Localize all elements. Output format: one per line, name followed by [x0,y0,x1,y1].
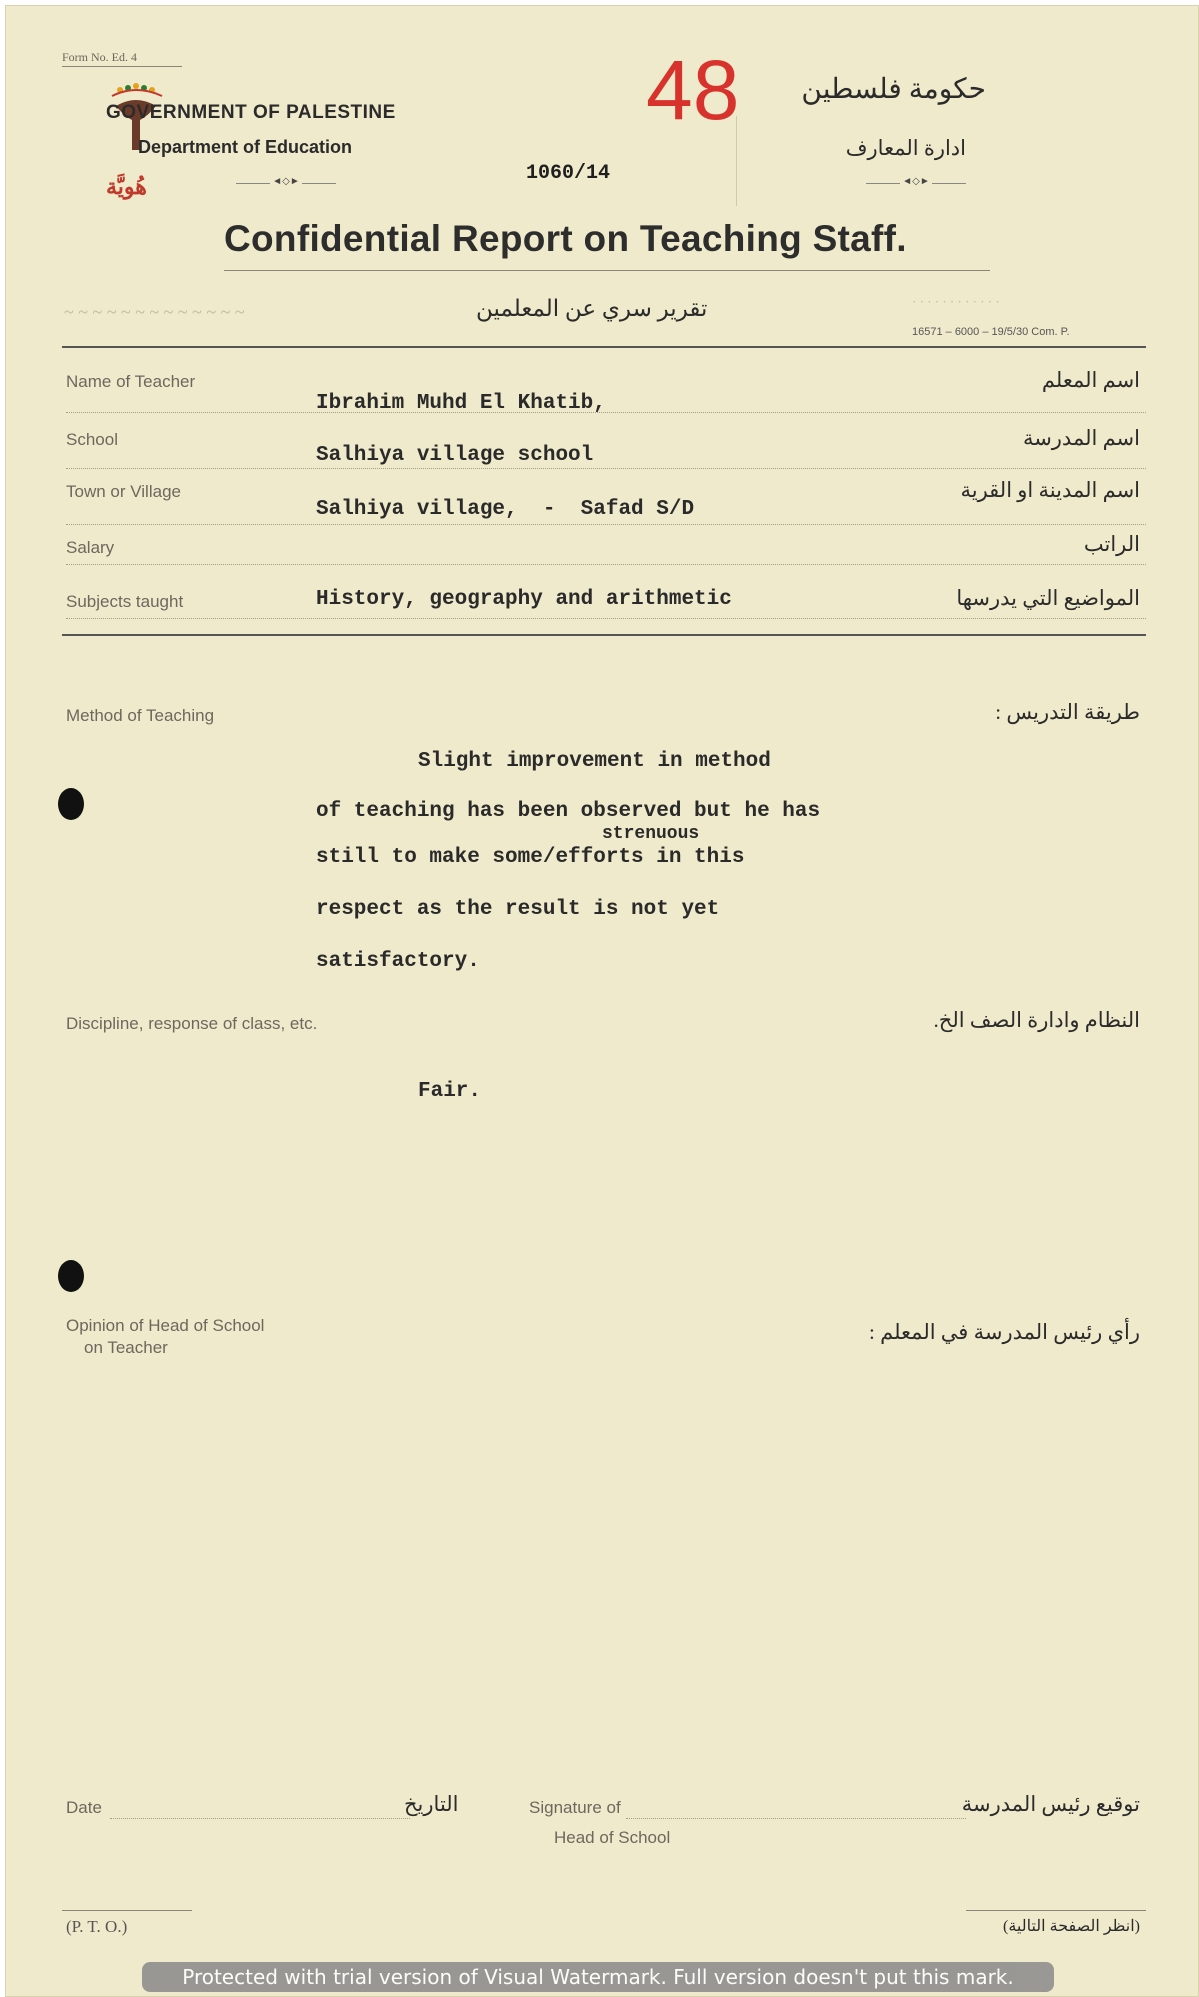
faded-show-through-text-right: · · · · · · · · · · · · [912,294,1000,309]
trial-watermark-banner: Protected with trial version of Visual Watermark. Full version doesn't put this mark. [142,1962,1054,1992]
label-date: Date [66,1798,102,1817]
field-dotted-line [66,564,1146,565]
label-opinion-head-of-school: Opinion of Head of School [66,1316,265,1335]
label-discipline-ar: النظام وادارة الصف الخ. [933,1008,1140,1032]
fields-bottom-rule [62,634,1146,636]
label-name-of-teacher: Name of Teacher [66,372,196,391]
form-number-rule [62,66,182,67]
method-line-5: satisfactory. [316,950,480,973]
label-name-of-teacher-ar: اسم المعلم [1041,368,1140,392]
faded-show-through-text: ~ ~ ~ ~ ~ ~ ~ ~ ~ ~ ~ ~ ~ [64,302,245,322]
ornament-divider-left: ◄◇► [236,176,336,187]
label-opinion-on-teacher: on Teacher [84,1338,168,1357]
logo-text: هُويَّة [106,174,147,199]
label-school: School [66,430,118,449]
signature-dotted-line [626,1818,966,1819]
value-school: Salhiya village school [316,444,594,467]
label-town-or-village: Town or Village [66,482,181,501]
form-number: Form No. Ed. 4 [62,50,137,64]
value-town-or-village: Salhiya village, - Safad S/D [316,498,695,521]
header-rule [62,346,1146,348]
punch-hole [58,1260,84,1292]
label-discipline: Discipline, response of class, etc. [66,1014,318,1033]
field-dotted-line [66,524,1146,525]
label-town-or-village-ar: اسم المدينة او القرية [960,478,1140,502]
print-code: 16571 – 6000 – 19/5/30 Com. P. [912,326,1070,338]
document-page [5,5,1199,1997]
method-line-3: still to make some/efforts in this [316,846,745,869]
label-signature-of: Signature of [529,1798,621,1817]
please-turn-over-ar: (انظر الصفحة التالية) [1002,1918,1140,1935]
field-dotted-line [66,468,1146,469]
label-method-of-teaching-ar: طريقة التدريس : [995,700,1140,724]
label-head-of-school: Head of School [554,1828,671,1847]
department-title-en: Department of Education [138,137,353,157]
label-school-ar: اسم المدرسة [1022,426,1140,450]
method-line-1: Slight improvement in method [418,750,771,773]
field-dotted-line [66,618,1146,619]
pto-ar-rule [966,1910,1146,1911]
label-opinion-ar: رأي رئيس المدرسة في المعلم : [869,1320,1140,1344]
fold-mark [736,116,737,206]
government-title-en: GOVERNMENT OF PALESTINE [106,102,396,123]
field-dotted-line [66,412,1146,413]
label-signature-ar: توقيع رئيس المدرسة [961,1792,1140,1816]
government-title-ar: حكومة فلسطين [801,74,986,105]
label-method-of-teaching: Method of Teaching [66,706,215,725]
report-title-ar: تقرير سري عن المعلمين [476,296,708,321]
label-subjects-taught-ar: المواضيع التي يدرسها [956,586,1140,610]
value-discipline: Fair. [418,1080,482,1103]
label-salary-ar: الراتب [1083,532,1140,556]
department-title-ar: ادارة المعارف [845,136,966,160]
label-date-ar: التاريخ [404,1792,459,1816]
please-turn-over: (P. T. O.) [66,1917,128,1936]
handwritten-number: 48 [646,43,740,137]
date-dotted-line [110,1818,410,1819]
method-line-4: respect as the result is not yet [316,898,720,921]
method-insertion: strenuous [602,824,700,844]
value-name-of-teacher: Ibrahim Muhd El Khatib, [316,392,606,415]
value-subjects-taught: History, geography and arithmetic [316,588,732,611]
reference-number: 1060/14 [526,162,611,185]
method-line-2: of teaching has been observed but he has [316,800,821,823]
label-salary: Salary [66,538,115,557]
pto-rule [62,1910,192,1911]
label-subjects-taught: Subjects taught [66,592,184,611]
ornament-divider-right: ◄◇► [866,176,966,187]
title-underline [224,270,990,271]
punch-hole [58,788,84,820]
report-title: Confidential Report on Teaching Staff. [224,218,907,259]
